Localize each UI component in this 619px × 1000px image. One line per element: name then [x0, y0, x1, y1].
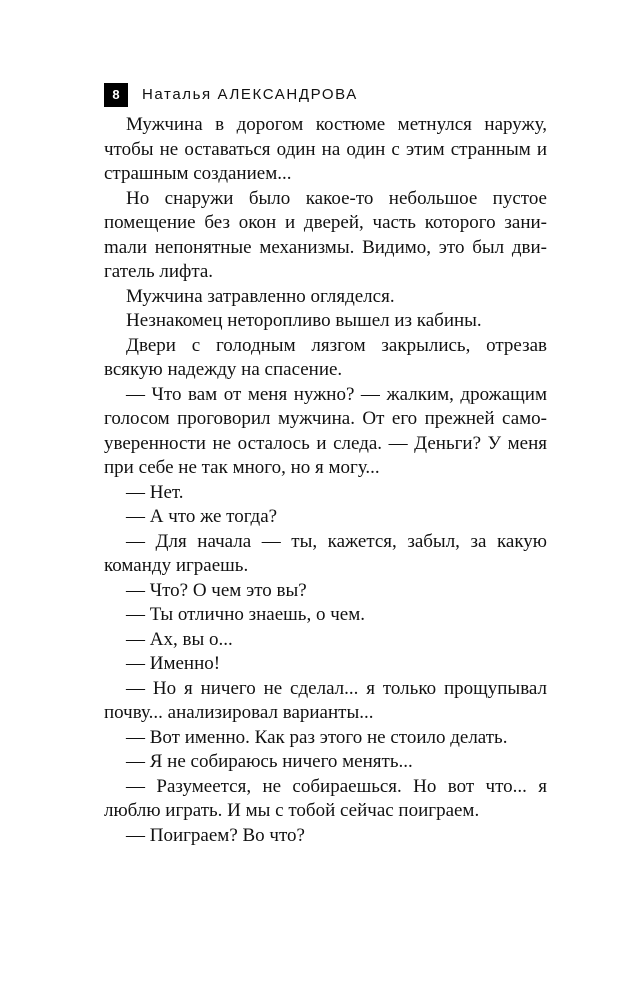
dialogue-line: — Для начала — ты, кажется, забыл, за какую команду играешь.	[104, 530, 547, 576]
dialogue-line: — Что? О чем это вы?	[126, 579, 307, 601]
body-text	[104, 113, 547, 848]
dialogue-line: — Именно!	[126, 653, 221, 674]
dialogue-line: — Вот именно. Как раз этого не стоило делать.	[126, 726, 508, 748]
paragraph: Но снаружи было какое-то небольшое пустое помещение без окон и дверей, часть которого заниmали непонятные механизмы. Видимо, это был двигатель лифта.	[104, 187, 547, 282]
dialogue-line: — Я не собираюсь ничего менять...	[126, 751, 413, 772]
paragraph: Незнакомец неторопливо вышел из кабины.	[126, 310, 482, 331]
dialogue-line: — Поиграем? Во что?	[126, 824, 305, 846]
dialogue-line: — Ах, вы о...	[126, 628, 233, 650]
page-number: 8	[104, 83, 128, 107]
dialogue-line: — Что вам от меня нужно? — жалким, дрожащим голосом проговорил мужчина. От его прежней самоуверенности не осталось и следа. — Деньги? У меня при себе не так много, но я могу...	[104, 383, 547, 478]
paragraph: Мужчина затравленно огляделся.	[126, 285, 395, 307]
author-name: Наталья АЛЕКСАНДРОВА	[142, 86, 358, 103]
paragraph: Мужчина в дорогом костюме метнулся наружу, чтобы не оставаться один на один с этим странным и страшным созданием...	[104, 114, 547, 184]
dialogue-line: — Нет.	[126, 481, 184, 503]
dialogue-line: — Разумеется, не собираешься. Но вот что... я люблю играть. И мы с тобой сейчас поиграем.	[104, 775, 547, 821]
dialogue-line: — Но я ничего не сделал... я только прощупывал почву... анализировал варианты...	[104, 677, 547, 723]
running-header	[104, 83, 358, 107]
dialogue-line: — Ты отлично знаешь, о чем.	[126, 604, 365, 625]
dialogue-line: — А что же тогда?	[126, 506, 278, 527]
paragraph: Двери с голодным лязгом закрылись, отрезав всякую надежду на спасение.	[104, 334, 547, 380]
